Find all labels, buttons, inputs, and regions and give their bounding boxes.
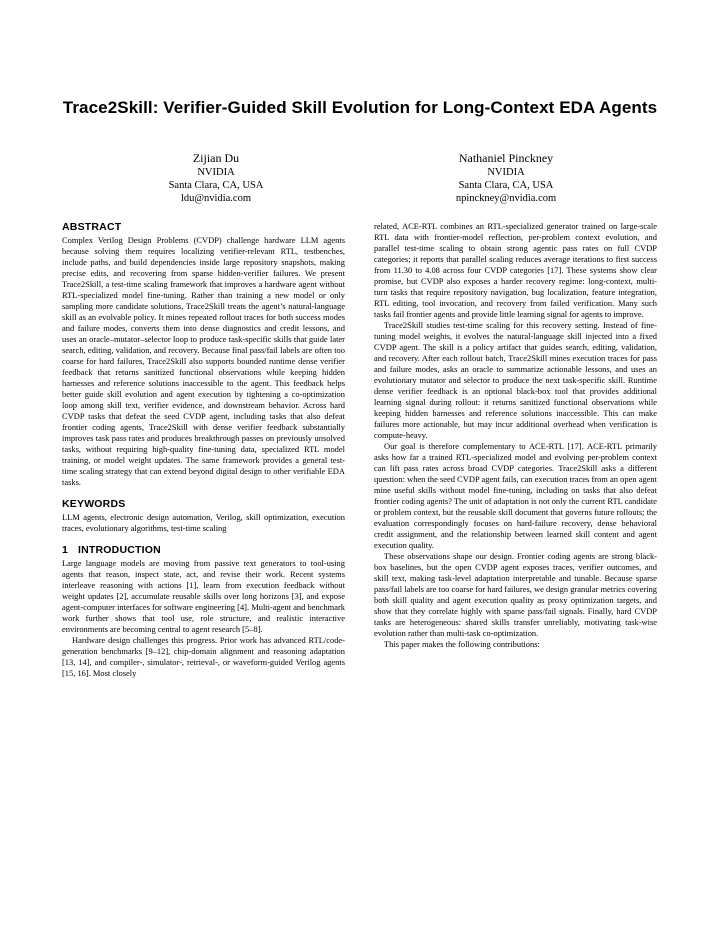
right-paragraph-2: Trace2Skill studies test-time scaling for this recovery setting. Instead of fine-tuning model weights, it evolves the natural-language skill injected into a fixed CVDP agent. The skill is a policy artifact that guides search, editing, validation, and recovery. After each rollout batch, Trace2Skill mines execution traces for pass and failure modes, asks an oracle to summarize actionable lessons, and uses an evolutionary mutator and selector to produce the next task-specific skill. Runtime dense verifier feedback is an optional black-box tool that provides additional learning signal during rollout: it returns sanitized functional observations while keeping hidden harnesses and reference solutions inaccessible. This can make failures more actionable, but may incur additional overhead when verification is compute-heavy. xyxy=(374,320,657,440)
author-email[interactable]: npinckney@nvidia.com xyxy=(455,193,557,204)
left-column xyxy=(62,221,345,679)
section-number: 1 xyxy=(62,544,69,556)
intro-paragraph-1: Large language models are moving from passive text generators to tool-using agents that reason, inspect state, act, and revise their work. Recent systems interleave reasoning with actions [1], learn from execution feedback without weight updates [2], accumulate reusable skills over long horizons [3], and expose agent-computer interfaces for software engineering [4]. Multi-agent and benchmark work further shows that tool use, role structure, and realistic interactive environments are becoming central to agent research [5–8]. xyxy=(62,558,345,634)
right-paragraph-5: This paper makes the following contributions: xyxy=(384,639,540,649)
right-paragraph-4: These observations shape our design. Frontier coding agents are strong black-box baselines, but the open CVDP agent exposes traces, verifier outcomes, and skill text, making task-level adaptation interpretable and tunable. Because sparse pass/fail labels are too coarse for hard failures, we design granular metrics covering both skill quality and agent execution quality as proxy optimization targets, and show that they correlate highly with sparse pass/fail signals. Finally, hard CVDP tasks are heterogeneous: shared skills transfer unreliably, motivating task-wise evolution rather than multi-task co-optimization. xyxy=(374,551,657,638)
author-name: Nathaniel Pinckney xyxy=(458,151,554,165)
right-column xyxy=(374,221,657,650)
author-affiliation: NVIDIA xyxy=(487,167,525,178)
right-paragraph-1: related, ACE-RTL combines an RTL-specialized generator trained on large-scale RTL data with frontier-model reflection, per-problem context evolution, and parallel test-time scaling to obtain strong agentic pass rates on full CVDP categories; it reports that parallel scaling reduces average iterations to first success from 11.30 to 4.08 across four CVDP categories [17]. These systems show clear promise, but CVDP also exposes a harder recovery regime: long-context, multi-turn tasks that require repository navigation, bug localization, feature integration, RTL editing, tool invocation, and recovery from failed verification. Many such tasks fail frontier agents and provide little learning signal for agents to improve. xyxy=(374,221,657,319)
right-paragraph-3: Our goal is therefore complementary to ACE-RTL [17]. ACE-RTL primarily asks how far a trained RTL-specialized model and evolving per-problem context can lift pass rates across broad CVDP categories. Trace2Skill asks a different question: when the seed CVDP agent fails, can execution traces from an open agent mine useful skills without model fine-tuning, including on tasks that also defeat frontier coding agents? The unit of adaptation is not only the current RTL candidate or problem context, but the reusable skill document that governs future rollouts; the evaluation correspondingly focuses on hard-failure recovery, dense behavioral credit assignment, and the relationship between learned skill content and agent execution quality. xyxy=(374,441,657,550)
arxiv-stamp-container xyxy=(10,250,50,670)
section-title: INTRODUCTION xyxy=(78,544,161,556)
author-block-1 xyxy=(111,151,321,205)
author-affiliation: NVIDIA xyxy=(197,167,235,178)
intro-paragraph-2: Hardware design challenges this progress. Prior work has advanced RTL/code-generation benchmarks [9–12], chip-domain alignment and reasoning adaptation [13, 14], and compiler-, simulator-, retrieval-, or waveform-guided Verilog agents [15, 16]. Most closely xyxy=(62,635,345,678)
author-location: Santa Clara, CA, USA xyxy=(458,180,554,191)
keywords-text: LLM agents, electronic design automation, Verilog, skill optimization, execution traces, evolutionary algorithms, test-time scaling xyxy=(62,512,345,533)
keywords-heading: KEYWORDS xyxy=(62,498,126,510)
abstract-text: Complex Verilog Design Problems (CVDP) challenge hardware LLM agents because solving them requires localizing verifier-relevant RTL, testbenches, include paths, and build dependencies inside large repository snapshots, making precise edits, and recovering from sparse hidden-verifier failures. We present Trace2Skill, a test-time scaling framework that improves a hardware agent without RTL-specialized model fine-tuning. Rather than training a new model or only sampling more candidate solutions, Trace2Skill treats the agent’s natural-language skill as an evolvable policy. It mines repeated rollout traces for both success modes and failure modes, converts them into dense diagnostics and credit lessons, and uses an oracle–mutator–selector loop to produce task-specific skills that guide later search, editing, validation, and recovery. Because final pass/fail labels are often too coarse for hard failures, Trace2Skill also supports bounded runtime dense verifier feedback that returns sanitized functional observations while keeping hidden harnesses and reference solutions inaccessible to the agent. This feedback helps better guide skill evolution and agent execution by tightening a co-optimization loop among skill text, verifier evidence, and downstream behavior. Across hard CVDP tasks that defeat the seed CVDP agent, including tasks that also defeat frontier coding agents, Trace2Skill with dense verifier feedback substantially improves task pass rates and produces breakthrough passes on previously unsolved tasks, without requiring high-quality fine-tuning data, specialized RTL model training, or model weight updates. The same framework provides a general test-time scaling strategy that can extend beyond digital design to other verifiable EDA tasks. xyxy=(62,235,345,487)
author-block-2 xyxy=(401,151,611,205)
abstract-heading: ABSTRACT xyxy=(62,221,122,233)
author-email[interactable]: ldu@nvidia.com xyxy=(180,193,252,204)
author-name: Zijian Du xyxy=(192,151,240,165)
introduction-heading xyxy=(62,544,345,557)
paper-title: Trace2Skill: Verifier-Guided Skill Evolution for Long-Context EDA Agents xyxy=(62,98,658,117)
author-location: Santa Clara, CA, USA xyxy=(168,180,264,191)
